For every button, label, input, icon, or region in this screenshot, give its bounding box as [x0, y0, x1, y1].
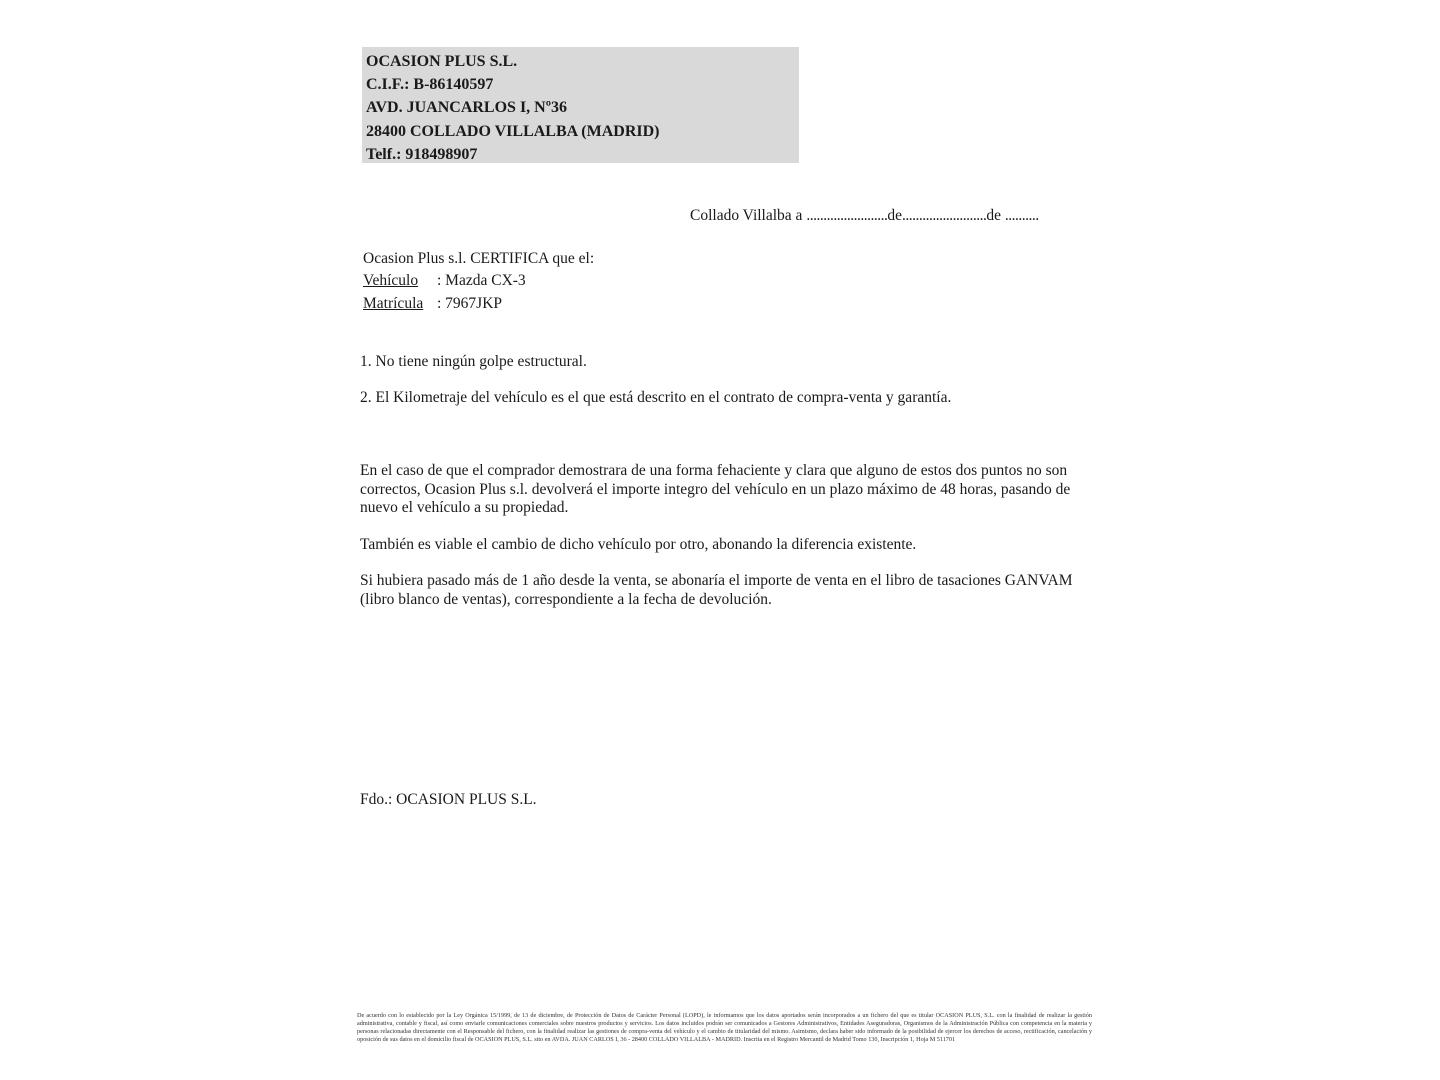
plate-value: : 7967JKP [437, 295, 503, 312]
date-line [690, 207, 1039, 225]
refund-paragraph: En el caso de que el comprador demostrara de una forma fehaciente y clara que alguno de estos dos puntos no son correctos, Ocasion Plus s.l. devolverá el importe integro del vehículo en un plazo máximo de 48 horas, pasando de nuevo el vehículo a su propiedad. [360, 462, 1071, 516]
vehicle-row [363, 272, 526, 290]
date-prefix: Collado Villalba a [690, 207, 803, 224]
vehicle-label: Vehículo [363, 272, 419, 289]
plate-label: Matrícula [363, 295, 424, 312]
vehicle-value: : Mazda CX-3 [437, 272, 526, 289]
plate-row [363, 295, 502, 313]
legal-notice: De acuerdo con lo establecido por la Ley Orgánica 15/1999, de 13 de diciembre, de Protección de Datos de Carácter Personal (LOPD), le informamos que los datos aportados serán incorporados a un fichero del que es titular OCASION PLUS, S.L. con la finalidad de realizar la gestión administrativa, contable y fiscal, así como enviarle comunicaciones comerciales sobre nuestros productos y servicios. Los datos incluidos podrán ser comunicados a Gestores Administrativos, Entidades Aseguradoras, Organismos de la Administración Pública con competencia en la materia y personas relacionadas directamente con el Responsable del fichero, con la finalidad realizar las gestiones de compra-venta del vehículo y el cambio de titularidad del mismo. Asimismo, declara haber sido informado de la posibilidad de ejercer los derechos de acceso, rectificación, cancelación y oposición de sus datos en el domicilio fiscal de OCASION PLUS, S.L. sito en AVDA. JUAN CARLOS I, 36 - 28400 COLLADO VILLALBA - MADRID. Inscrita en el Registro Mercantil de Madrid Tomo 130, Inscripción 1, Hoja M 511701 [357, 1012, 1092, 1043]
company-cif: C.I.F.: B-86140597 [366, 76, 494, 94]
company-address: AVD. JUANCARLOS I, Nº36 [366, 99, 568, 117]
date-day-blank: ........................ [806, 207, 888, 224]
company-name: OCASION PLUS S.L. [366, 53, 518, 70]
date-de-2: de [986, 207, 1001, 224]
date-month-blank: ......................... [901, 207, 987, 224]
certified-item-2: 2. El Kilometraje del vehículo es el que está descrito en el contrato de compra-venta y garantía. [360, 389, 952, 406]
company-city: 28400 COLLADO VILLALBA (MADRID) [366, 122, 660, 140]
company-header-box [362, 47, 799, 163]
date-year-blank: .......... [1004, 207, 1039, 224]
exchange-paragraph: También es viable el cambio de dicho vehículo por otro, abonando la diferencia existente. [360, 536, 917, 553]
date-de-1: de [887, 207, 902, 224]
ganvam-paragraph: Si hubiera pasado más de 1 año desde la venta, se abonaría el importe de venta en el libro de tasaciones GANVAM (libro blanco de ventas), correspondiente a la fecha de devolución. [360, 572, 1073, 608]
signature-line: Fdo.: OCASION PLUS S.L. [360, 791, 537, 808]
certified-item-1: 1. No tiene ningún golpe estructural. [360, 353, 587, 370]
certificate-intro: Ocasion Plus s.l. CERTIFICA que el: [363, 250, 595, 267]
company-phone: Telf.: 918498907 [366, 145, 478, 163]
